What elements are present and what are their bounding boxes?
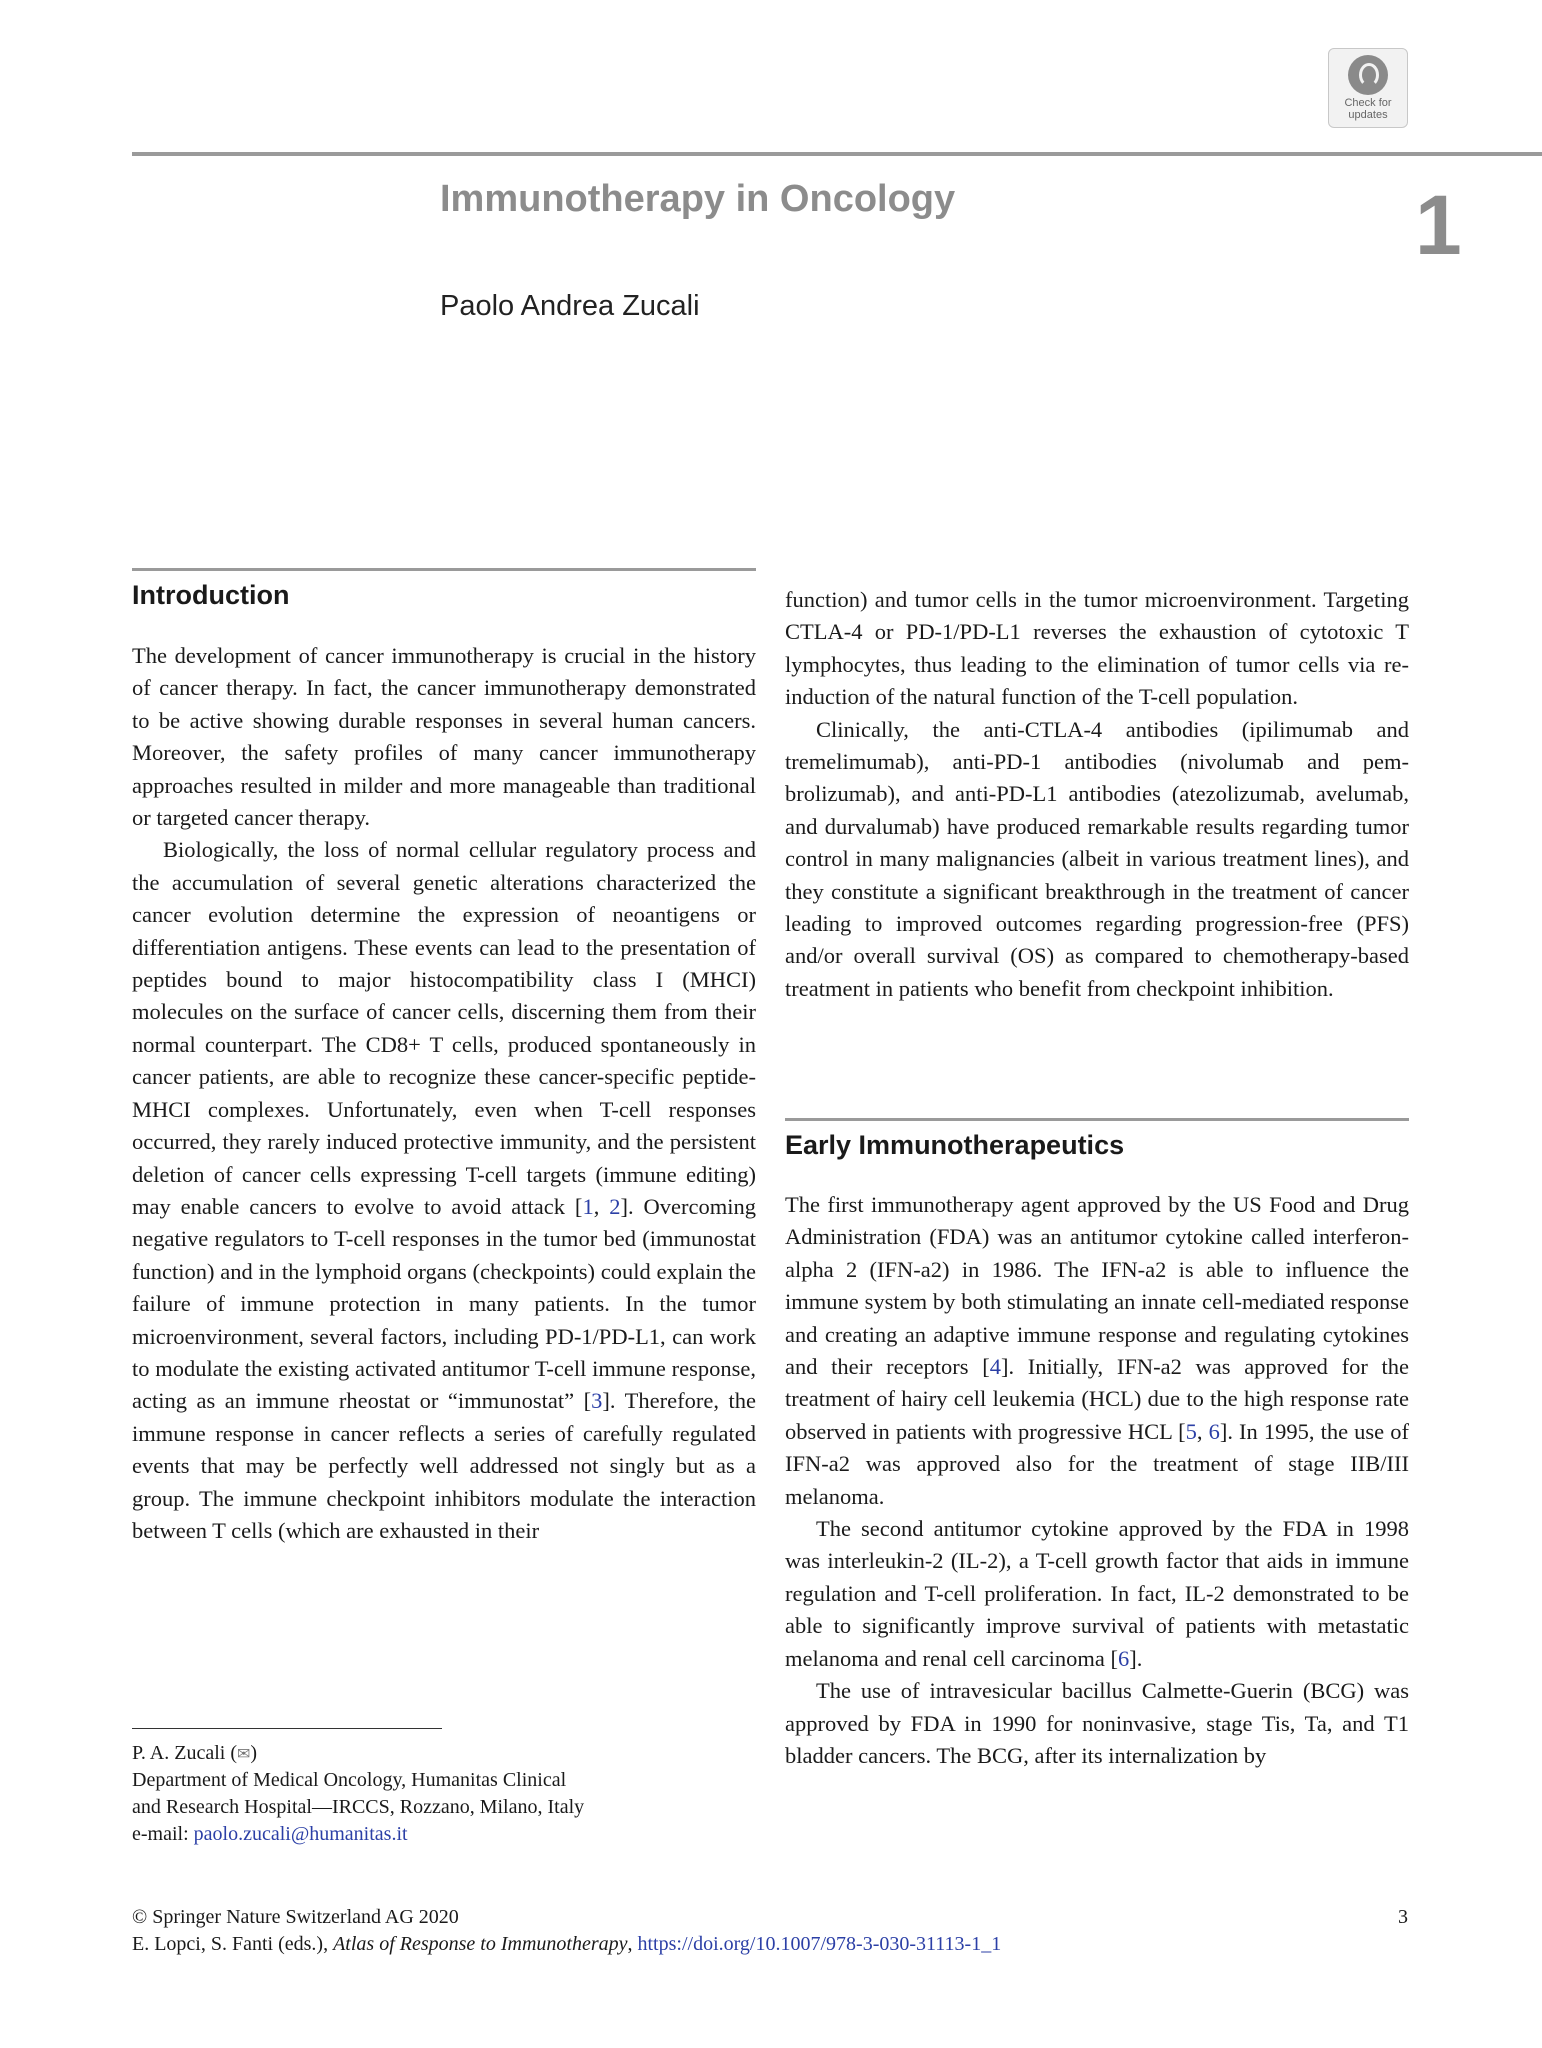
badge-line-1: Check for (1344, 97, 1392, 109)
book-title: Atlas of Response to Immunotherapy (333, 1933, 628, 1955)
footer-row (132, 1904, 1408, 1931)
text-run: ]. (1129, 1645, 1143, 1671)
envelope-icon: ✉ (237, 1744, 251, 1763)
citation-link[interactable]: 6 (1208, 1418, 1220, 1444)
text-run: The first immunotherapy agent approved by the US Food and Drug Administration (FDA) was an antitumor cytokine called interferon-alpha 2 (IFN-a2) in 1986. The IFN-a2 is able to influence the immune system by both stimulating an innate cell-mediated response and creating an adaptive immune response and regulating cytokines and their receptors [ (785, 1192, 1409, 1380)
doi-link[interactable]: https://doi.org/10.1007/978-3-030-31113-1_1 (637, 1933, 1002, 1955)
citation-link[interactable]: 1 (582, 1193, 594, 1219)
footnote-rule (132, 1728, 442, 1729)
early-section (785, 1130, 1409, 1772)
chapter-number: 1 (1415, 178, 1462, 272)
early-paragraph-3: The use of intravesicular bacillus Calmette-Guerin (BCG) was approved by FDA in 1990 for noninvasive, stage Tis, Ta, and T1 bladder cancers. The BCG, after its internalization by (785, 1678, 1409, 1768)
header-rule (132, 152, 1542, 156)
right-column-top (785, 584, 1409, 1005)
text-run: ]. In 1995, the use of IFN-a2 was approved also for the treatment of stage IIB/III melanoma. (785, 1418, 1409, 1509)
email-line (132, 1821, 584, 1848)
affiliation-line-1: Department of Medical Oncology, Humanitas Clinical (132, 1769, 567, 1791)
early-paragraph-1 (785, 1189, 1409, 1513)
text-run: ]. Therefore, the immune response in cancer reflects a series of carefully regulated events that may be perfectly well addressed not singly but as a group. The immune checkpoint inhibitors modulate the interaction between T cells (which are exhausted in their (132, 1388, 756, 1543)
email-label: e-mail: (132, 1823, 194, 1845)
text-run: Biologically, the loss of normal cellular regulatory process and the accumulation of several genetic alterations characterized the cancer evolution determine the expression of neoantigens or differentiation antigens. These events can lead to the presentation of peptides bound to major histocompatibility class I (MHCI) molecules on the surface of cancer cells, discerning them from their normal counterpart. The CD8+ T cells, produced spontaneously in cancer patients, are able to recognize these cancer-specific peptide-MHCI complexes. Unfortunately, even when T-cell responses occurred, they rarely induced protective immunity, and the persistent deletion of cancer cells expressing T-cell targets (immune editing) may enable cancers to evolve to avoid attack [ (132, 837, 756, 1219)
copyright: © Springer Nature Switzerland AG 2020 (132, 1906, 459, 1928)
early-paragraph-2 (785, 1513, 1409, 1675)
author-short-name: P. A. Zucali ( (132, 1742, 237, 1764)
left-column (132, 580, 756, 1547)
footnote-name-line (132, 1740, 584, 1767)
citation-link[interactable]: 6 (1117, 1645, 1130, 1671)
text-run: , (1196, 1418, 1209, 1444)
citation-link[interactable]: 2 (609, 1193, 621, 1219)
editors: E. Lopci, S. Fanti (eds.), (132, 1933, 334, 1955)
early-heading: Early Immunotherapeutics (785, 1130, 1125, 1160)
badge-line-2: updates (1348, 109, 1388, 121)
early-body (785, 1189, 1409, 1772)
text-run: ) (250, 1742, 258, 1764)
text-run: , (593, 1193, 610, 1219)
citation-link[interactable]: 5 (1185, 1418, 1197, 1444)
text-run: ]. Initially, IFN-a2 was approved for the treatment of hairy cell leukemia (HCL) due to the high response rate observed in patients with progressive HCL [ (785, 1354, 1409, 1444)
email-link[interactable]: paolo.zucali@humanitas.it (193, 1823, 408, 1845)
right-paragraph-1: function) and tumor cells in the tumor microenvironment. Targeting CTLA-4 or PD-1/PD-L1 reverses the exhaustion of cytotoxic T lymphocytes, thus leading to the elimination of tumor cells via re-induction of the natural function of the T-cell population. (785, 587, 1409, 710)
citation-link[interactable]: 3 (591, 1388, 603, 1414)
right-paragraph-2: Clinically, the anti-CTLA-4 antibodies (ipilimumab and tremelimumab), anti-PD-1 antibodies (nivolumab and pembrolizumab), and anti-PD-L1 antibodies (atezolizumab, avelumab, and durvalumab) have produced remarkable results regarding tumor control in many malignancies (albeit in various treatment lines), and they constitute a significant breakthrough in the treatment of cancer leading to improved outcomes regarding progression-free (PFS) and/or overall survival (OS) as compared to chemotherapy-based treatment in patients who benefit from checkpoint inhibition. (785, 716, 1409, 1001)
intro-heading: Introduction (132, 580, 290, 610)
intro-paragraph-1: The development of cancer immunotherapy is crucial in the history of cancer therapy. In fact, the cancer immunotherapy demonstrated to be active showing durable responses in several human cancers. Moreover, the safety profiles of many cancer immunotherapy approaches resulted in milder and more manageable than traditional or targeted cancer therapy. (132, 643, 756, 831)
early-rule (785, 1118, 1409, 1121)
intro-rule (132, 568, 756, 571)
citation-link[interactable]: 4 (989, 1354, 1001, 1380)
citation-line (132, 1931, 1408, 1958)
check-updates-icon (1348, 55, 1388, 95)
intro-body (132, 640, 756, 1547)
check-for-updates-badge[interactable] (1328, 48, 1408, 128)
author-name: Paolo Andrea Zucali (440, 290, 700, 322)
text-run: , (627, 1933, 638, 1955)
affiliation-line-2: and Research Hospital—IRCCS, Rozzano, Milano, Italy (132, 1796, 585, 1818)
intro-paragraph-2 (132, 834, 756, 1547)
text-run: ]. Overcoming negative regulators to T-cell responses in the tumor bed (immunostat function) and in the lymphoid organs (checkpoints) could explain the failure of immune protection in many patients. In the tumor microenvironment, several factors, including PD-1/PD-L1, can work to modulate the existing activated antitumor T-cell immune response, acting as an immune rheostat or “immunostat” [ (132, 1193, 756, 1414)
page-footer (132, 1904, 1408, 1958)
author-footnote (132, 1740, 584, 1848)
page-number: 3 (1398, 1906, 1408, 1928)
chapter-title: Immunotherapy in Oncology (440, 178, 956, 220)
text-run: The second antitumor cytokine approved by the FDA in 1998 was interleukin-2 (IL-2), a T-cell growth factor that aids in immune regulation and T-cell proliferation. In fact, IL-2 demonstrated to be able to significantly improve survival of patients with metastatic melanoma and renal cell carcinoma [ (785, 1516, 1409, 1671)
